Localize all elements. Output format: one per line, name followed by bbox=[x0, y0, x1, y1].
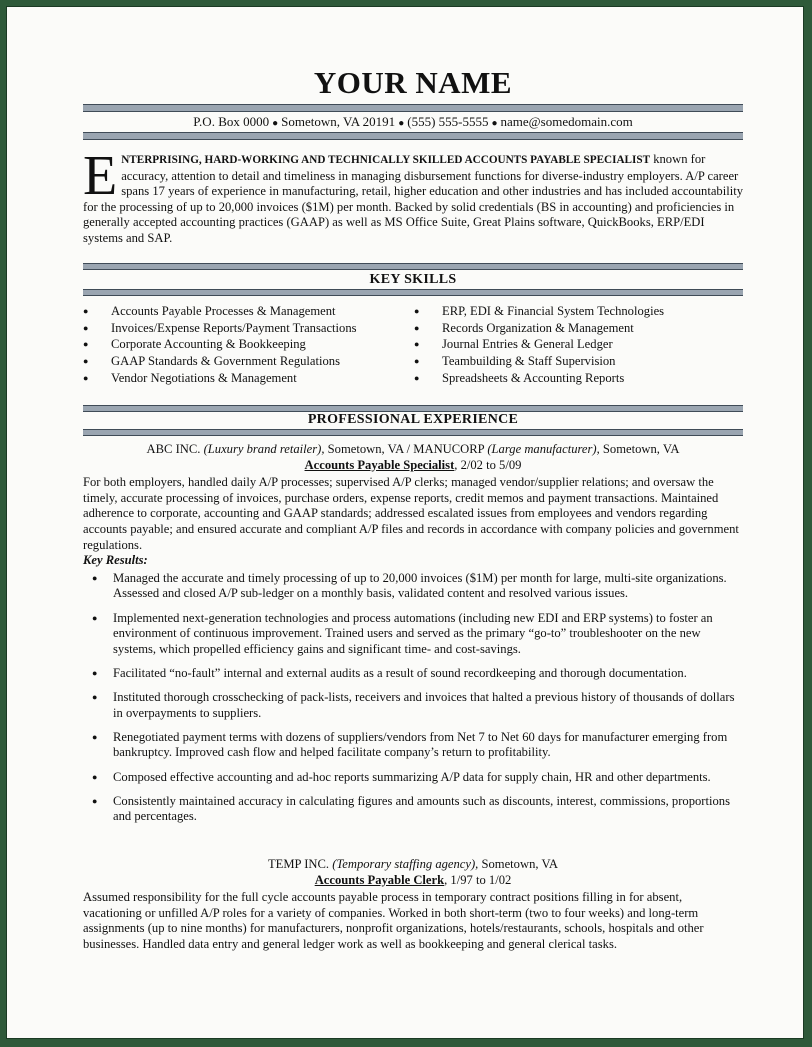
skills-column-right bbox=[414, 303, 664, 387]
job-employer-line: ABC INC. (Luxury brand retailer), Sometown, VA / MANUCORP (Large manufacturer), Sometown, VA bbox=[146, 442, 680, 456]
bullet-icon: ● bbox=[414, 339, 420, 350]
bullet-icon: ● bbox=[83, 356, 89, 367]
bullet-icon: ● bbox=[92, 795, 98, 806]
list-item: ● GAAP Standards & Government Regulations bbox=[83, 354, 340, 369]
job-title-line bbox=[83, 458, 743, 474]
list-item: ● Consistently maintained accuracy in calculating figures and amounts such as discounts, interest, commissions, proportions and percentages. bbox=[92, 793, 730, 824]
job-summary: For both employers, handled daily A/P processes; supervised A/P clerks; managed vendor/supplier relations; and oversaw the timely, accurate processing of invoices, purchase orders, expense reports, credit memos and payment transactions. Maintained adherence to corporate, accounting and GAAP standards; addressed escalated issues from employees and vendors regarding accounts payable; and ensured accurate and compliant A/P files and records in accordance with company policies and government regulations. bbox=[83, 475, 739, 552]
key-results-list bbox=[83, 571, 743, 825]
list-item: ● Accounts Payable Processes & Management bbox=[83, 304, 336, 318]
list-item: ● Invoices/Expense Reports/Payment Transactions bbox=[83, 320, 357, 335]
list-item: ● Spreadsheets & Accounting Reports bbox=[414, 370, 625, 385]
list-item: ● Managed the accurate and timely processing of up to 20,000 invoices ($1M) per month for large, multi-site organizations. Assessed and closed A/P sub-ledger on a monthly basis, validated content and resolved various issues. bbox=[92, 570, 727, 601]
contact-address: P.O. Box 0000 bbox=[193, 114, 270, 129]
list-item: ● Composed effective accounting and ad-hoc reports summarizing A/P data for supply chain, HR and other departments. bbox=[92, 769, 711, 784]
job-temp-inc bbox=[83, 857, 743, 953]
bullet-icon: ● bbox=[83, 339, 89, 350]
list-item: ● Implemented next-generation technologies and process automations (including new EDI and ERP systems) to foster an environment of continuous improvement. Trained users and served as the primary “go-to” troubleshooter on the new systems, which propelled efficiency gains and significant time- and cost-savings. bbox=[92, 610, 713, 656]
list-item: ● Records Organization & Management bbox=[414, 320, 634, 335]
list-item: ● Renegotiated payment terms with dozens of suppliers/vendors from Net 7 to Net 60 days for manufacturer emerging from bankruptcy. Improved cash flow and helped facilitate company’s return to profitability. bbox=[92, 729, 728, 760]
list-item: ● ERP, EDI & Financial System Technologies bbox=[414, 304, 665, 318]
job-dates: , 1/97 to 1/02 bbox=[444, 872, 512, 887]
bullet-icon: ● bbox=[92, 731, 98, 742]
job-title: Accounts Payable Clerk bbox=[314, 872, 445, 887]
bullet-icon: ● bbox=[92, 612, 98, 623]
separator-dot: ● bbox=[398, 118, 405, 129]
contact-line bbox=[83, 114, 743, 130]
resume-page bbox=[6, 6, 804, 1039]
bullet-icon: ● bbox=[92, 692, 98, 703]
professional-summary bbox=[83, 145, 743, 247]
list-item: ● Journal Entries & General Ledger bbox=[414, 337, 613, 352]
list-item: ● Vendor Negotiations & Management bbox=[83, 370, 297, 385]
skills-divider-bottom bbox=[83, 289, 743, 296]
bullet-icon: ● bbox=[92, 572, 98, 583]
summary-text: known for accuracy, attention to detail and timeliness in managing disbursement functions for diverse-industry employers. A/P career spans 17 years of experience in manufacturing, retail, higher education and other industries and has included accountability for the processing of up to 20,000 invoices ($1M) per month. Backed by solid credentials (BS in accounting) and proficiencies in generally accepted accounting practices (GAAP) as well as MS Office Suite, Great Plains software, QuickBooks, ERP/EDI systems and SAP. bbox=[83, 152, 743, 245]
header-divider-bottom bbox=[83, 132, 743, 140]
bullet-icon: ● bbox=[83, 322, 89, 333]
skills-column-left bbox=[83, 303, 357, 387]
key-skills-heading: KEY SKILLS bbox=[369, 272, 457, 287]
contact-phone: (555) 555-5555 bbox=[407, 114, 489, 129]
bullet-icon: ● bbox=[83, 372, 89, 383]
bullet-icon: ● bbox=[92, 667, 98, 678]
experience-divider-bottom bbox=[83, 429, 743, 436]
bullet-icon: ● bbox=[83, 306, 89, 316]
job-title-line bbox=[83, 873, 743, 889]
professional-experience-heading: PROFESSIONAL EXPERIENCE bbox=[307, 412, 519, 427]
contact-city: Sometown, VA 20191 bbox=[281, 114, 396, 129]
contact-email[interactable]: name@somedomain.com bbox=[500, 114, 633, 129]
separator-dot: ● bbox=[272, 118, 279, 129]
job-dates: , 2/02 to 5/09 bbox=[454, 457, 522, 472]
summary-headline: NTERPRISING, HARD-WORKING AND TECHNICALLY SKILLED ACCOUNTS PAYABLE SPECIALIST bbox=[121, 154, 651, 166]
bullet-icon: ● bbox=[414, 306, 420, 316]
list-item: ● Instituted thorough crosschecking of pack-lists, receivers and invoices that halted a previous history of thousands of dollars in overpayments to suppliers. bbox=[92, 690, 735, 720]
bullet-icon: ● bbox=[92, 771, 98, 782]
resume-name: YOUR NAME bbox=[313, 65, 513, 100]
header-divider-top bbox=[83, 104, 743, 112]
job-employer-line: TEMP INC. (Temporary staffing agency), Sometown, VA bbox=[267, 857, 559, 871]
bullet-icon: ● bbox=[414, 356, 420, 367]
drop-cap: E bbox=[83, 145, 118, 207]
job-abc-inc bbox=[83, 442, 743, 834]
bullet-icon: ● bbox=[414, 372, 420, 383]
separator-dot: ● bbox=[491, 118, 498, 129]
list-item: ● Corporate Accounting & Bookkeeping bbox=[83, 337, 306, 352]
skills-divider-top bbox=[83, 263, 743, 270]
key-results-label: Key Results: bbox=[83, 553, 148, 568]
experience-divider-top bbox=[83, 405, 743, 412]
job-title: Accounts Payable Specialist bbox=[304, 457, 455, 472]
list-item: ● Teambuilding & Staff Supervision bbox=[414, 354, 616, 369]
list-item: ● Facilitated “no-fault” internal and external audits as a result of sound recordkeeping and thorough documentation. bbox=[92, 665, 687, 680]
bullet-icon: ● bbox=[414, 322, 420, 333]
job-summary: Assumed responsibility for the full cycle accounts payable process in temporary contract positions filling in for absent, vacationing or unfilled A/P roles for a variety of companies. Worked in both short-term (two to four weeks) and long-term assignments (up to nine months) for manufacturers, nonprofit organizations, hotels/restaurants, schools, hospitals and other businesses. Handled data entry and general ledger work as well as bookkeeping and general clerical tasks. bbox=[83, 890, 704, 951]
